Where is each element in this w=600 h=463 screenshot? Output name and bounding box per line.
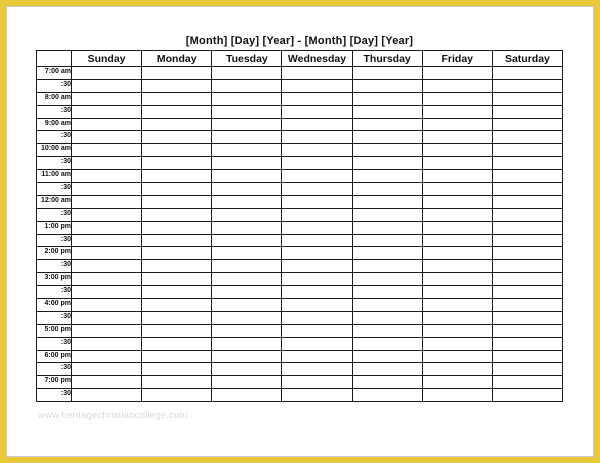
planner-cell[interactable]	[492, 67, 562, 80]
planner-cell[interactable]	[282, 286, 352, 299]
time-label: 10:00 am	[37, 144, 72, 157]
day-header-sunday: Sunday	[72, 51, 142, 67]
planner-cell[interactable]	[352, 299, 422, 312]
planner-cell[interactable]	[352, 118, 422, 131]
planner-cell[interactable]	[422, 221, 492, 234]
planner-body	[37, 67, 563, 402]
planner-cell[interactable]	[212, 286, 282, 299]
planner-cell[interactable]	[282, 389, 352, 402]
planner-cell[interactable]	[142, 376, 212, 389]
planner-cell[interactable]	[352, 67, 422, 80]
time-slot-row	[37, 273, 563, 286]
planner-cell[interactable]	[142, 260, 212, 273]
time-slot-row	[37, 376, 563, 389]
planner-cell[interactable]	[72, 157, 142, 170]
planner-cell[interactable]	[352, 105, 422, 118]
planner-cell[interactable]	[72, 260, 142, 273]
planner-cell[interactable]	[212, 118, 282, 131]
time-label: 9:00 am	[37, 118, 72, 131]
time-slot-row	[37, 260, 563, 273]
planner-cell[interactable]	[492, 221, 562, 234]
planner-cell[interactable]	[492, 79, 562, 92]
planner-cell[interactable]	[352, 144, 422, 157]
planner-cell[interactable]	[422, 260, 492, 273]
day-header-wednesday: Wednesday	[282, 51, 352, 67]
planner-cell[interactable]	[212, 67, 282, 80]
time-label: 11:00 am	[37, 170, 72, 183]
planner-cell[interactable]	[422, 389, 492, 402]
planner-cell[interactable]	[212, 105, 282, 118]
time-label: :30	[37, 157, 72, 170]
time-slot-row	[37, 247, 563, 260]
planner-cell[interactable]	[282, 273, 352, 286]
planner-cell[interactable]	[72, 170, 142, 183]
planner-cell[interactable]	[492, 324, 562, 337]
planner-cell[interactable]	[352, 337, 422, 350]
day-header-saturday: Saturday	[492, 51, 562, 67]
planner-cell[interactable]	[352, 208, 422, 221]
planner-cell[interactable]	[352, 79, 422, 92]
planner-cell[interactable]	[72, 195, 142, 208]
time-label: :30	[37, 183, 72, 196]
time-slot-row	[37, 208, 563, 221]
planner-cell[interactable]	[282, 324, 352, 337]
planner-cell[interactable]	[142, 363, 212, 376]
planner-cell[interactable]	[72, 324, 142, 337]
planner-cell[interactable]	[142, 183, 212, 196]
time-label: 7:00 am	[37, 67, 72, 80]
planner-cell[interactable]	[352, 221, 422, 234]
time-slot-row	[37, 183, 563, 196]
planner-cell[interactable]	[422, 195, 492, 208]
planner-cell[interactable]	[212, 221, 282, 234]
time-label: :30	[37, 131, 72, 144]
planner-cell[interactable]	[492, 92, 562, 105]
planner-cell[interactable]	[352, 350, 422, 363]
planner-cell[interactable]	[212, 311, 282, 324]
planner-cell[interactable]	[422, 311, 492, 324]
planner-cell[interactable]	[72, 247, 142, 260]
planner-cell[interactable]	[352, 170, 422, 183]
day-header-thursday: Thursday	[352, 51, 422, 67]
planner-cell[interactable]	[352, 247, 422, 260]
planner-cell[interactable]	[212, 247, 282, 260]
planner-cell[interactable]	[282, 350, 352, 363]
planner-cell[interactable]	[352, 92, 422, 105]
planner-cell[interactable]	[142, 247, 212, 260]
time-slot-row	[37, 92, 563, 105]
planner-cell[interactable]	[72, 144, 142, 157]
planner-cell[interactable]	[422, 67, 492, 80]
planner-cell[interactable]	[422, 131, 492, 144]
planner-cell[interactable]	[142, 131, 212, 144]
time-slot-row	[37, 79, 563, 92]
planner-cell[interactable]	[352, 286, 422, 299]
planner-cell[interactable]	[72, 67, 142, 80]
planner-cell[interactable]	[142, 299, 212, 312]
time-label: :30	[37, 337, 72, 350]
weekly-planner-table	[36, 50, 563, 402]
planner-cell[interactable]	[282, 183, 352, 196]
planner-cell[interactable]	[422, 363, 492, 376]
time-slot-row	[37, 363, 563, 376]
time-label: :30	[37, 105, 72, 118]
time-slot-row	[37, 389, 563, 402]
planner-cell[interactable]	[492, 363, 562, 376]
planner-cell[interactable]	[282, 157, 352, 170]
watermark-text: www.heritagechristiancollege.com	[38, 410, 188, 421]
planner-cell[interactable]	[422, 105, 492, 118]
planner-cell[interactable]	[492, 131, 562, 144]
planner-cell[interactable]	[352, 260, 422, 273]
planner-cell[interactable]	[72, 131, 142, 144]
planner-cell[interactable]	[212, 337, 282, 350]
planner-cell[interactable]	[142, 286, 212, 299]
planner-cell[interactable]	[212, 299, 282, 312]
planner-cell[interactable]	[282, 363, 352, 376]
planner-cell[interactable]	[352, 376, 422, 389]
planner-cell[interactable]	[492, 208, 562, 221]
planner-cell[interactable]	[492, 170, 562, 183]
planner-cell[interactable]	[72, 92, 142, 105]
planner-cell[interactable]	[212, 208, 282, 221]
planner-cell[interactable]	[282, 118, 352, 131]
planner-cell[interactable]	[422, 324, 492, 337]
planner-cell[interactable]	[492, 389, 562, 402]
time-slot-row	[37, 234, 563, 247]
planner-cell[interactable]	[282, 105, 352, 118]
planner-cell[interactable]	[492, 195, 562, 208]
planner-cell[interactable]	[72, 273, 142, 286]
planner-cell[interactable]	[282, 376, 352, 389]
planner-cell[interactable]	[422, 350, 492, 363]
planner-cell[interactable]	[72, 311, 142, 324]
planner-cell[interactable]	[492, 273, 562, 286]
time-slot-row	[37, 299, 563, 312]
planner-cell[interactable]	[142, 144, 212, 157]
planner-cell[interactable]	[142, 157, 212, 170]
time-label: :30	[37, 286, 72, 299]
time-label: :30	[37, 79, 72, 92]
planner-cell[interactable]	[142, 92, 212, 105]
planner-cell[interactable]	[422, 92, 492, 105]
planner-cell[interactable]	[282, 144, 352, 157]
planner-cell[interactable]	[72, 376, 142, 389]
planner-cell[interactable]	[422, 234, 492, 247]
planner-cell[interactable]	[72, 286, 142, 299]
header-row	[37, 51, 563, 67]
planner-cell[interactable]	[212, 389, 282, 402]
planner-cell[interactable]	[212, 363, 282, 376]
day-header-monday: Monday	[142, 51, 212, 67]
planner-cell[interactable]	[422, 247, 492, 260]
planner-cell[interactable]	[422, 118, 492, 131]
planner-cell[interactable]	[142, 118, 212, 131]
time-label: :30	[37, 311, 72, 324]
planner-cell[interactable]	[212, 144, 282, 157]
planner-cell[interactable]	[352, 157, 422, 170]
planner-cell[interactable]	[352, 389, 422, 402]
time-slot-row	[37, 350, 563, 363]
planner-cell[interactable]	[282, 299, 352, 312]
planner-cell[interactable]	[492, 105, 562, 118]
planner-cell[interactable]	[212, 324, 282, 337]
planner-cell[interactable]	[142, 105, 212, 118]
planner-cell[interactable]	[282, 92, 352, 105]
planner-cell[interactable]	[142, 208, 212, 221]
planner-cell[interactable]	[72, 105, 142, 118]
time-label: :30	[37, 389, 72, 402]
planner-cell[interactable]	[422, 183, 492, 196]
planner-cell[interactable]	[352, 131, 422, 144]
time-label: :30	[37, 208, 72, 221]
planner-cell[interactable]	[212, 234, 282, 247]
planner-cell[interactable]	[492, 337, 562, 350]
planner-cell[interactable]	[422, 337, 492, 350]
planner-cell[interactable]	[212, 92, 282, 105]
planner-cell[interactable]	[492, 234, 562, 247]
planner-cell[interactable]	[492, 183, 562, 196]
planner-cell[interactable]	[212, 157, 282, 170]
planner-cell[interactable]	[282, 247, 352, 260]
planner-cell[interactable]	[212, 376, 282, 389]
planner-cell[interactable]	[492, 299, 562, 312]
planner-cell[interactable]	[212, 273, 282, 286]
planner-cell[interactable]	[422, 157, 492, 170]
time-slot-row	[37, 157, 563, 170]
day-header-friday: Friday	[422, 51, 492, 67]
planner-cell[interactable]	[72, 299, 142, 312]
planner-cell[interactable]	[212, 195, 282, 208]
planner-cell[interactable]	[72, 79, 142, 92]
planner-cell[interactable]	[492, 376, 562, 389]
planner-cell[interactable]	[72, 183, 142, 196]
planner-cell[interactable]	[142, 350, 212, 363]
planner-cell[interactable]	[282, 337, 352, 350]
time-label: :30	[37, 260, 72, 273]
planner-cell[interactable]	[212, 79, 282, 92]
planner-cell[interactable]	[422, 144, 492, 157]
planner-cell[interactable]	[72, 208, 142, 221]
planner-cell[interactable]	[282, 79, 352, 92]
planner-cell[interactable]	[72, 363, 142, 376]
planner-cell[interactable]	[282, 234, 352, 247]
planner-cell[interactable]	[352, 195, 422, 208]
planner-cell[interactable]	[72, 118, 142, 131]
planner-cell[interactable]	[492, 260, 562, 273]
time-label: 12:00 am	[37, 195, 72, 208]
planner-cell[interactable]	[142, 79, 212, 92]
planner-cell[interactable]	[142, 324, 212, 337]
planner-cell[interactable]	[72, 389, 142, 402]
planner-cell[interactable]	[282, 221, 352, 234]
page-title: [Month] [Day] [Year] - [Month] [Day] [Year]	[185, 35, 414, 47]
planner-cell[interactable]	[492, 118, 562, 131]
time-slot-row	[37, 170, 563, 183]
time-slot-row	[37, 118, 563, 131]
planner-cell[interactable]	[282, 170, 352, 183]
planner-cell[interactable]	[352, 234, 422, 247]
planner-cell[interactable]	[422, 299, 492, 312]
planner-cell[interactable]	[422, 79, 492, 92]
planner-cell[interactable]	[72, 350, 142, 363]
planner-cell[interactable]	[142, 389, 212, 402]
planner-cell[interactable]	[422, 286, 492, 299]
time-label: 6:00 pm	[37, 350, 72, 363]
planner-cell[interactable]	[492, 144, 562, 157]
planner-cell[interactable]	[282, 195, 352, 208]
planner-cell[interactable]	[492, 247, 562, 260]
planner-cell[interactable]	[422, 208, 492, 221]
planner-cell[interactable]	[282, 311, 352, 324]
time-slot-row	[37, 221, 563, 234]
planner-cell[interactable]	[352, 324, 422, 337]
planner-cell[interactable]	[492, 286, 562, 299]
time-slot-row	[37, 67, 563, 80]
time-slot-row	[37, 286, 563, 299]
time-label: :30	[37, 363, 72, 376]
planner-cell[interactable]	[142, 195, 212, 208]
planner-cell[interactable]	[352, 311, 422, 324]
planner-cell[interactable]	[72, 234, 142, 247]
planner-cell[interactable]	[282, 260, 352, 273]
time-label: 1:00 pm	[37, 221, 72, 234]
planner-cell[interactable]	[352, 363, 422, 376]
planner-cell[interactable]	[492, 311, 562, 324]
day-header-tuesday: Tuesday	[212, 51, 282, 67]
planner-cell[interactable]	[212, 350, 282, 363]
planner-cell[interactable]	[72, 337, 142, 350]
time-slot-row	[37, 324, 563, 337]
time-label: 3:00 pm	[37, 273, 72, 286]
planner-cell[interactable]	[422, 273, 492, 286]
planner-cell[interactable]	[282, 208, 352, 221]
planner-cell[interactable]	[212, 183, 282, 196]
planner-cell[interactable]	[142, 170, 212, 183]
planner-cell[interactable]	[142, 234, 212, 247]
planner-cell[interactable]	[142, 273, 212, 286]
planner-cell[interactable]	[72, 221, 142, 234]
planner-cell[interactable]	[142, 67, 212, 80]
planner-cell[interactable]	[142, 221, 212, 234]
time-label: 8:00 am	[37, 92, 72, 105]
time-label: 7:00 pm	[37, 376, 72, 389]
planner-cell[interactable]	[282, 131, 352, 144]
time-slot-row	[37, 195, 563, 208]
time-label: 5:00 pm	[37, 324, 72, 337]
planner-cell[interactable]	[212, 170, 282, 183]
time-slot-row	[37, 131, 563, 144]
planner-cell[interactable]	[212, 131, 282, 144]
time-slot-row	[37, 311, 563, 324]
time-slot-row	[37, 105, 563, 118]
planner-cell[interactable]	[422, 170, 492, 183]
corner-cell	[37, 51, 72, 67]
time-slot-row	[37, 337, 563, 350]
time-label: 2:00 pm	[37, 247, 72, 260]
time-label: :30	[37, 234, 72, 247]
planner-cell[interactable]	[212, 260, 282, 273]
planner-cell[interactable]	[352, 183, 422, 196]
planner-cell[interactable]	[142, 337, 212, 350]
planner-cell[interactable]	[352, 273, 422, 286]
planner-cell[interactable]	[492, 157, 562, 170]
planner-cell[interactable]	[492, 350, 562, 363]
time-slot-row	[37, 144, 563, 157]
time-label: 4:00 pm	[37, 299, 72, 312]
planner-cell[interactable]	[422, 376, 492, 389]
planner-cell[interactable]	[142, 311, 212, 324]
planner-cell[interactable]	[282, 67, 352, 80]
